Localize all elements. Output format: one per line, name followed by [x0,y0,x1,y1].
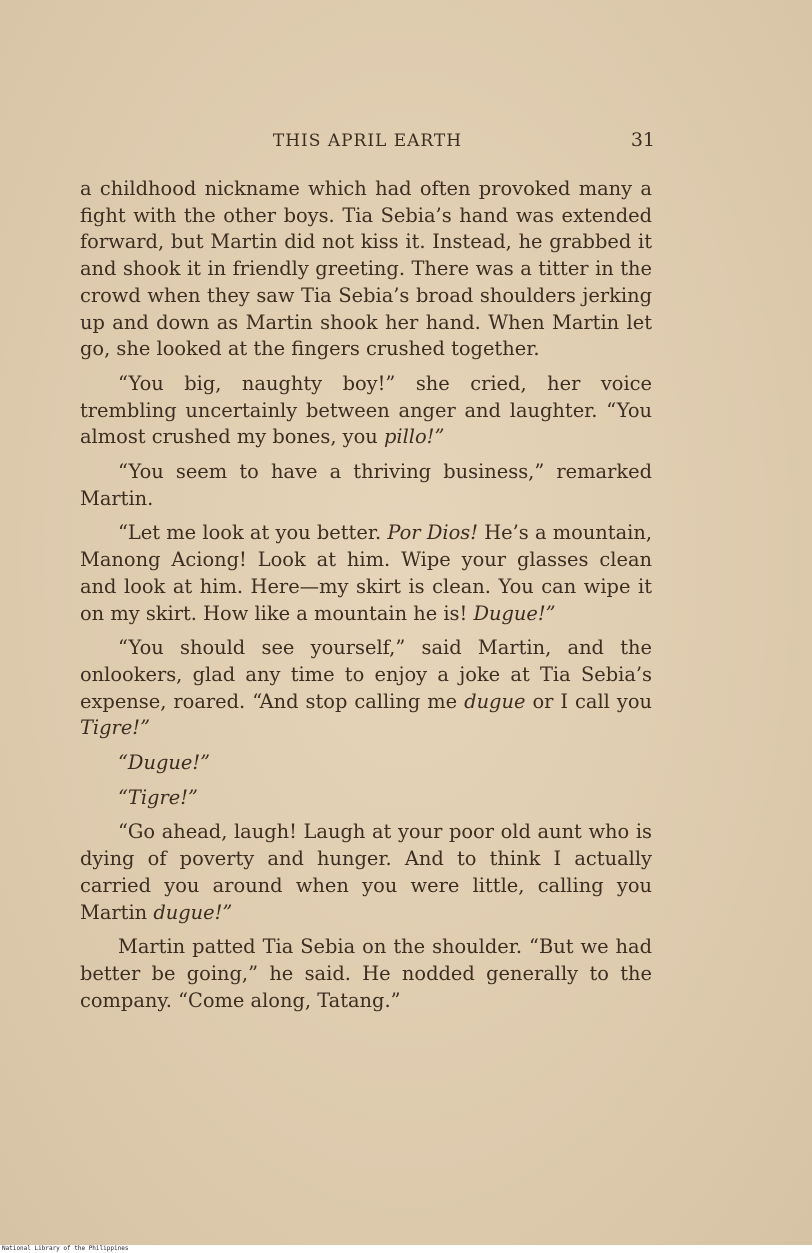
text-run: “You seem to have a thriving business,” remarked Martin. [80,460,652,510]
running-title: THIS APRIL EARTH [272,131,463,151]
paragraph [80,934,652,1014]
text-run: “Go ahead, laugh! Laugh at your poor old aunt who is dying of poverty and hunger. And to think I actually carried you around when you were little, calling you Martin [80,820,652,924]
paragraph [80,635,652,742]
paragraph [80,819,652,926]
italic-text: Tigre!” [80,716,150,740]
italic-text: “Tigre!” [118,785,198,809]
running-header [80,131,655,157]
body-text [80,176,652,1022]
paragraph [80,750,652,777]
paragraph [80,520,652,627]
text-run: “Let me look at you better. [118,521,388,545]
text-run: or I call you [525,689,652,713]
text-run: He’s a mountain, Manong Aciong! Look at him. Wipe your glasses clean and look at him. Here—my skirt is clean. You can wipe it on my skirt. How like a mountain he is! [80,521,653,625]
text-run: Martin patted Tia Sebia on the shoulder. “But we had better be going,” he said. He nodded generally to the company. “Come along, Tatang.” [80,935,652,1012]
paragraph [80,785,652,812]
paragraph [80,371,652,451]
footer-watermark: National Library of the Philippines [0,1245,812,1253]
italic-text: dugue!” [153,900,233,924]
italic-text: Dugue!” [473,601,556,625]
italic-text: Por Dios! [387,521,478,545]
text-run: “You should see yourself,” said Martin, and the onlookers, glad any time to enjoy a joke at Tia Sebia’s expense, roared. “And stop calling me [80,636,652,713]
text-run: “You big, naughty boy!” she cried, her voice trembling uncertainly between anger and laughter. “You almost crushed my bones, you [80,371,652,449]
text-run: a childhood nickname which had often provoked many a fight with the other boys. Tia Sebia’s hand was extended forward, but Martin did not kiss it. Instead, he grabbed it and shook it in friendly greeting. There was a titter in the crowd when they saw Tia Sebia’s broad shoulders jerking up and down as Martin shook her hand. When Martin let go, she looked at the fingers crushed together. [80,177,652,361]
paragraph [80,176,652,363]
paragraph [80,459,652,512]
italic-text: “Dugue!” [118,751,211,775]
italic-text: dugue [464,689,526,713]
page-number: 31 [630,129,655,151]
italic-text: pillo!” [383,425,445,449]
